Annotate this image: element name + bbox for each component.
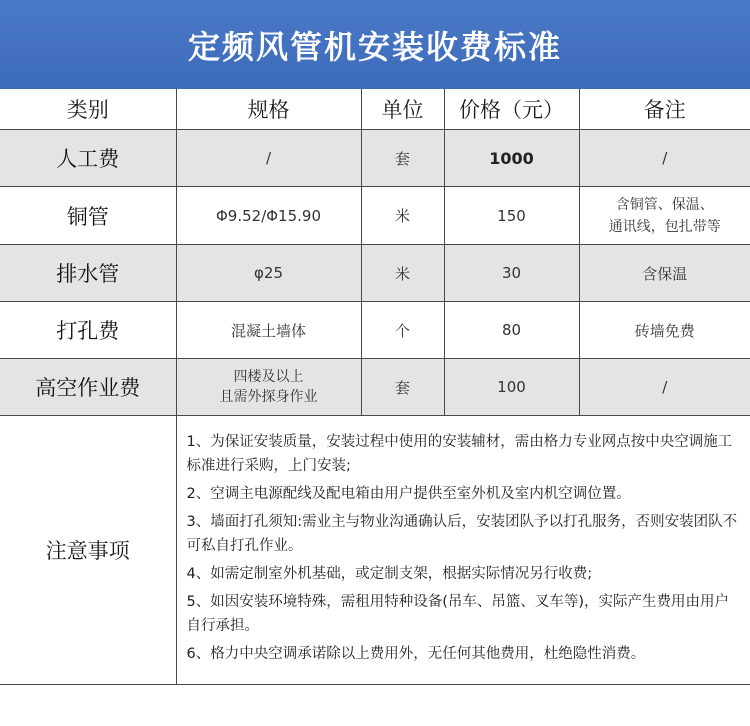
spec-line: 四楼及以上 [233, 369, 304, 385]
table-row [0, 359, 750, 416]
spec-line: 且需外探身作业 [219, 389, 318, 405]
row-price: 100 [444, 359, 579, 416]
page-title: 定频风管机安装收费标准 [187, 27, 562, 66]
header-price: 价格（元） [444, 89, 579, 130]
row-price: 80 [444, 302, 579, 359]
row-remark: 含保温 [579, 245, 750, 302]
header-remark: 备注 [579, 89, 750, 130]
header-category: 类别 [0, 89, 176, 130]
fee-table [0, 89, 750, 685]
note-item: 6、格力中央空调承诺除以上费用外，无任何其他费用，杜绝隐性消费。 [186, 646, 646, 662]
row-spec: φ25 [176, 245, 361, 302]
row-spec: Φ9.52/Φ15.90 [176, 187, 361, 245]
row-unit: 米 [361, 187, 444, 245]
row-category: 铜管 [0, 187, 176, 245]
note-item: 3、墙面打孔须知:需业主与物业沟通确认后，安装团队予以打孔服务，否则安装团队不可私自打孔作业。 [186, 514, 738, 554]
row-remark: / [579, 130, 750, 187]
row-price: 30 [444, 245, 579, 302]
row-spec: / [176, 130, 361, 187]
note-item: 1、为保证安装质量，安装过程中使用的安装辅材，需由格力专业网点按中央空调施工标准进行采购，上门安装; [186, 434, 733, 474]
header-spec: 规格 [176, 89, 361, 130]
row-unit: 米 [361, 245, 444, 302]
notes-content [176, 416, 750, 685]
row-unit: 个 [361, 302, 444, 359]
table-row [0, 187, 750, 245]
note-item: 4、如需定制室外机基础，或定制支架，根据实际情况另行收费; [186, 566, 593, 582]
row-spec: 混凝土墙体 [176, 302, 361, 359]
notes-list [177, 430, 750, 666]
note-item: 2、空调主电源配线及配电箱由用户提供至室外机及室内机空调位置。 [186, 486, 631, 502]
table-row [0, 302, 750, 359]
note-item: 5、如因安装环境特殊，需租用特种设备(吊车、吊篮、叉车等)，实际产生费用由用户自行承担。 [186, 594, 730, 634]
notes-label: 注意事项 [0, 416, 176, 685]
row-category: 人工费 [0, 130, 176, 187]
row-remark: / [579, 359, 750, 416]
row-unit: 套 [361, 130, 444, 187]
remark-line: 通讯线，包扎带等 [608, 218, 721, 235]
table-header-row [0, 89, 750, 130]
row-category: 排水管 [0, 245, 176, 302]
remark-line: 含铜管、保温、 [615, 196, 714, 213]
title-banner [0, 0, 750, 89]
table-row [0, 245, 750, 302]
header-unit: 单位 [361, 89, 444, 130]
row-category: 高空作业费 [0, 359, 176, 416]
row-category: 打孔费 [0, 302, 176, 359]
row-price: 1000 [444, 130, 579, 187]
table-row [0, 130, 750, 187]
notes-row [0, 416, 750, 685]
row-spec [176, 359, 361, 416]
row-unit: 套 [361, 359, 444, 416]
row-remark: 砖墙免费 [579, 302, 750, 359]
row-remark [579, 187, 750, 245]
row-price: 150 [444, 187, 579, 245]
